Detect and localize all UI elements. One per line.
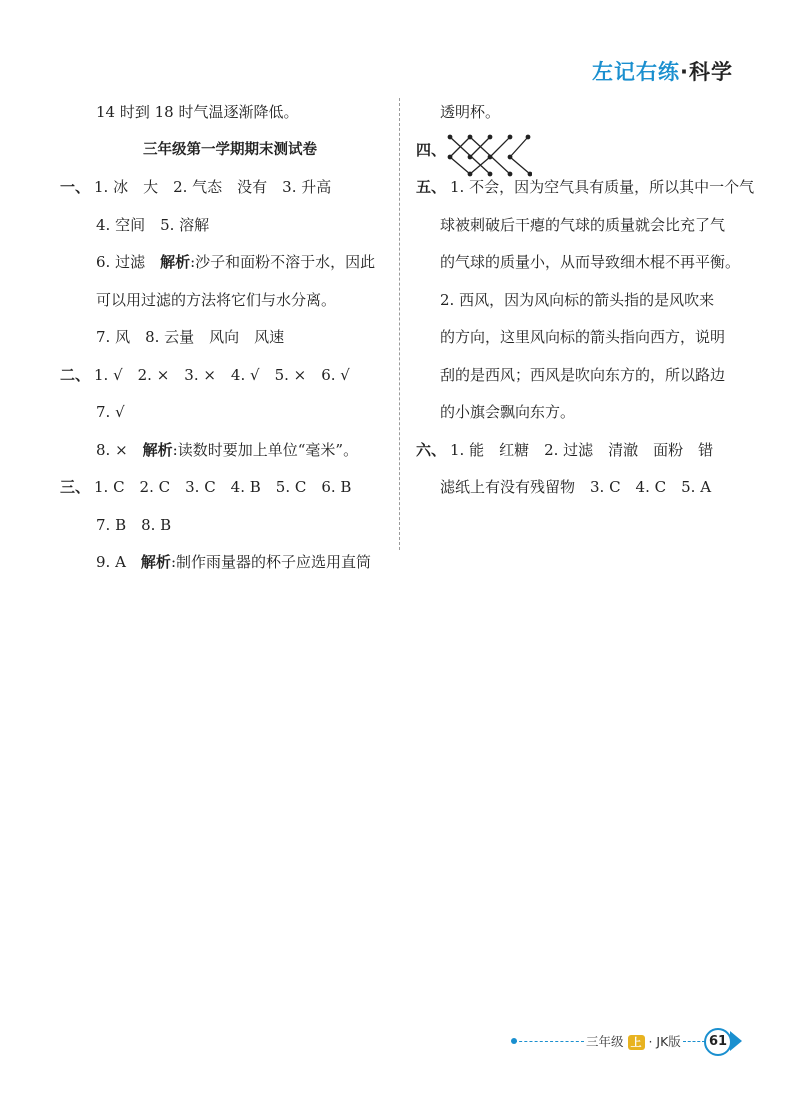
answer-line: 的方向，这里风向标的箭头指向西方，说明	[440, 328, 726, 346]
section-number: 三、	[60, 478, 91, 496]
matching-diagram	[446, 132, 532, 180]
match-point	[448, 155, 453, 160]
answer-text: :沙子和面粉不溶于水，因此	[190, 253, 376, 271]
answer-text: 6. 过滤	[96, 253, 161, 271]
match-point	[526, 135, 531, 140]
edition-label: JK版	[656, 1034, 681, 1049]
grade-label: 三年级	[586, 1034, 624, 1049]
match-point	[508, 172, 513, 177]
answer-text: 1. 冰 大 2. 气态 没有 3. 升高	[94, 178, 332, 196]
brand-main: 左记右练	[592, 60, 680, 84]
answer-line	[416, 432, 736, 470]
match-line	[490, 137, 510, 157]
page-number: 61	[704, 1028, 732, 1056]
section-number: 四、	[416, 140, 447, 159]
page-arrow-icon	[730, 1031, 742, 1051]
match-point	[488, 172, 493, 177]
answer-text: 1. 不会，因为空气具有质量，所以其中一个气	[450, 178, 755, 196]
brand-dot: ·	[680, 60, 689, 84]
match-line	[510, 137, 528, 157]
answer-line: 7. √	[96, 403, 125, 421]
answer-line: 4. 空间 5. 溶解	[96, 215, 210, 234]
section-number: 六、	[416, 440, 447, 459]
match-point	[468, 155, 473, 160]
match-point	[468, 172, 473, 177]
match-point	[508, 155, 513, 160]
match-line	[450, 157, 470, 174]
match-point	[488, 135, 493, 140]
answer-line: 2. 西风，因为风向标的箭头指的是风吹来	[440, 290, 715, 309]
answer-text: 1. C 2. C 3. C 4. B 5. C 6. B	[94, 478, 352, 496]
answer-text: :制作雨量器的杯子应选用直筒	[170, 553, 371, 571]
semester-badge: 上	[628, 1035, 645, 1050]
answer-text: 8. ×	[96, 440, 143, 459]
answer-line: 可以用过滤的方法将它们与水分离。	[96, 290, 337, 309]
footer-rule	[683, 1041, 705, 1042]
answer-line: 的气球的质量小，从而导致细木棍不再平衡。	[440, 253, 741, 271]
answer-line: 7. B 8. B	[96, 515, 172, 534]
match-point	[508, 135, 513, 140]
answer-line	[60, 469, 380, 507]
answer-line	[60, 169, 380, 207]
match-line	[510, 157, 530, 174]
answer-line: 滤纸上有没有残留物 3. C 4. C 5. A	[440, 478, 712, 496]
footer-rule	[514, 1041, 584, 1042]
section-number: 二、	[60, 365, 91, 384]
left-column	[60, 94, 380, 582]
answer-line: 刮的是西风；西风是吹向东方的，所以路边	[440, 365, 726, 384]
answer-text: 1. 能 红糖 2. 过滤 清澈 面粉 错	[450, 440, 714, 459]
column-divider	[399, 98, 400, 550]
match-point	[468, 135, 473, 140]
answer-line: 球被刺破后干瘪的气球的质量就会比充了气	[440, 215, 726, 234]
section-number: 五、	[416, 178, 447, 196]
answer-line: 透明杯。	[440, 103, 501, 121]
analysis-label: 解析	[140, 553, 171, 571]
answer-line	[60, 244, 380, 282]
answer-line: 14 时到 18 时气温逐渐降低。	[96, 103, 299, 121]
exam-title: 三年级第一学期期末测试卷	[143, 141, 317, 158]
answer-line: 的小旗会飘向东方。	[440, 403, 576, 421]
brand-title	[592, 56, 732, 88]
match-point	[488, 155, 493, 160]
brand-subject: 科学	[688, 60, 733, 84]
answer-text: 1. √ 2. × 3. × 4. √ 5. × 6. √	[94, 365, 350, 384]
answer-line	[60, 432, 380, 470]
answer-line: 7. 风 8. 云量 风向 风速	[96, 328, 285, 346]
answer-line	[60, 544, 380, 582]
footer-label: 三年级 上 · JK版	[586, 1034, 681, 1049]
analysis-label: 解析	[160, 253, 191, 271]
match-point	[448, 135, 453, 140]
answer-text: :读数时要加上单位“毫米”。	[172, 440, 359, 459]
analysis-label: 解析	[142, 440, 173, 459]
answer-line	[60, 357, 380, 395]
answer-text: 9. A	[96, 553, 141, 571]
section-number: 一、	[60, 178, 91, 196]
